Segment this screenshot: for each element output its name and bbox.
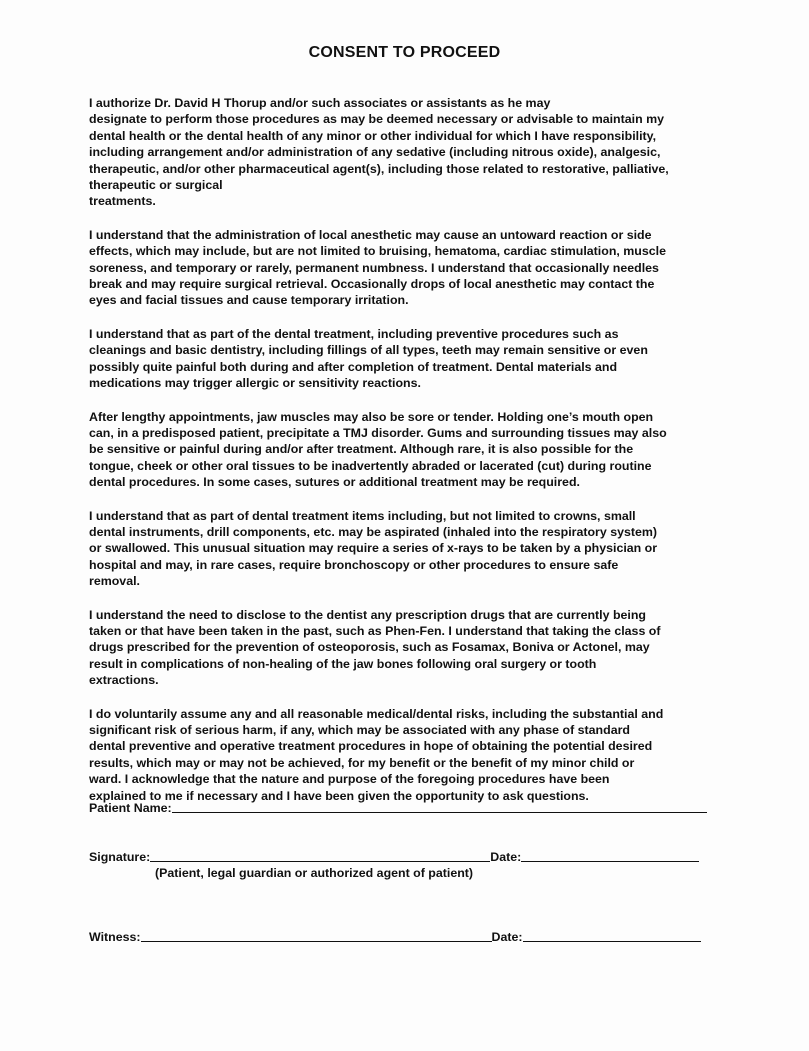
text-line: treatments. (89, 194, 156, 209)
text-line: dental instruments, drill components, etc. may be aspirated (inhaled into the respiratory system) (89, 524, 658, 539)
text-line: I understand that as part of the dental treatment, including preventive procedures such as (89, 326, 619, 341)
patient-name-label: Patient Name: (89, 801, 172, 815)
patient-name-row (89, 800, 707, 815)
paragraph-prescription-drugs (89, 607, 721, 689)
witness-line[interactable] (141, 929, 492, 942)
text-line: removal. (89, 574, 140, 589)
consent-body (89, 95, 721, 821)
text-line: After lengthy appointments, jaw muscles may also be sore or tender. Holding one’s mouth open (89, 409, 654, 424)
text-line: significant risk of serious harm, if any, which may be associated with any phase of standard (89, 723, 630, 737)
text-line: drugs prescribed for the prevention of osteoporosis, such as Fosamax, Boniva or Actonel, may (89, 640, 650, 655)
text-line: therapeutic, and/or other pharmaceutical agent(s), including those related to restorative, palliative, (89, 161, 669, 176)
text-line: medications may trigger allergic or sensitivity reactions. (89, 376, 421, 391)
text-line: tongue, cheek or other oral tissues to be inadvertently abraded or lacerated (cut) during routine (89, 458, 652, 473)
text-line: I understand the need to disclose to the dentist any prescription drugs that are currently being (89, 607, 646, 622)
signature-label: Signature: (89, 850, 151, 864)
document-title: CONSENT TO PROCEED (308, 44, 501, 61)
text-line: possibly quite painful both during and after completion of treatment. Dental materials and (89, 359, 618, 374)
witness-date-label: Date: (491, 930, 523, 944)
paragraph-authorization (89, 95, 721, 210)
text-line: including arrangement and/or administration of any sedative (including nitrous oxide), analgesic, (89, 145, 661, 160)
paragraph-jaw-muscles (89, 409, 721, 491)
text-line: effects, which may include, but are not limited to bruising, hematoma, cardiac stimulation, muscle (89, 244, 666, 259)
text-line: hospital and may, in rare cases, require bronchoscopy or other procedures to ensure safe (89, 557, 619, 572)
signature-row (89, 849, 699, 864)
witness-date-line[interactable] (523, 929, 701, 942)
text-line: ward. I acknowledge that the nature and purpose of the foregoing procedures have been (89, 772, 610, 787)
text-line: dental preventive and operative treatment procedures in hope of obtaining the potential desired (89, 739, 653, 754)
patient-name-line[interactable] (172, 800, 707, 813)
text-line: result in complications of non-healing of the jaw bones following oral surgery or tooth (89, 656, 597, 671)
signature-line[interactable] (150, 849, 490, 862)
text-line: I understand that as part of dental treatment items including, but not limited to crowns, small (89, 508, 636, 523)
text-line: cleanings and basic dentistry, including fillings of all types, teeth may remain sensitive or even (89, 343, 648, 358)
text-line: extractions. (89, 673, 159, 688)
signature-date-label: Date: (490, 850, 522, 864)
text-line: explained to me if necessary and I have been given the opportunity to ask questions. (89, 788, 589, 803)
text-line: dental health or the dental health of any minor or other individual for which I have responsibility, (89, 128, 657, 143)
text-line: eyes and facial tissues and cause temporary irritation. (89, 293, 409, 308)
text-line: or swallowed. This unusual situation may require a series of x-rays to be taken by a physician or (89, 541, 658, 556)
text-line: break and may require surgical retrieval. Occasionally drops of local anesthetic may contact the (89, 277, 655, 292)
paragraph-aspiration (89, 508, 721, 590)
text-line: therapeutic or surgical (89, 178, 223, 193)
witness-row (89, 929, 701, 944)
text-line: I authorize Dr. David H Thorup and/or such associates or assistants as he may (89, 96, 551, 110)
text-line: can, in a predisposed patient, precipitate a TMJ disorder. Gums and surrounding tissues may also (89, 425, 667, 440)
paragraph-assume-risks (89, 706, 721, 804)
witness-label: Witness: (89, 930, 141, 944)
text-line: soreness, and temporary or rarely, permanent numbness. I understand that occasionally needles (89, 260, 659, 275)
paragraph-local-anesthetic (89, 227, 721, 309)
text-line: I do voluntarily assume any and all reasonable medical/dental risks, including the substantial and (89, 706, 664, 721)
text-line: I understand that the administration of local anesthetic may cause an untoward reaction or side (89, 227, 652, 242)
signature-note: (Patient, legal guardian or authorized agent of patient) (155, 866, 474, 880)
text-line: dental procedures. In some cases, sutures or additional treatment may be required. (89, 475, 580, 490)
signature-date-line[interactable] (521, 849, 699, 862)
text-line: taken or that have been taken in the past, such as Phen-Fen. I understand that taking the class of (89, 623, 661, 638)
text-line: designate to perform those procedures as may be deemed necessary or advisable to maintain my (89, 112, 664, 127)
text-line: results, which may or may not be achieved, for my benefit or the benefit of my minor child or (89, 755, 635, 770)
paragraph-sensitivity (89, 326, 721, 392)
text-line: be sensitive or painful during and/or after treatment. Although rare, it is also possible for the (89, 442, 634, 457)
